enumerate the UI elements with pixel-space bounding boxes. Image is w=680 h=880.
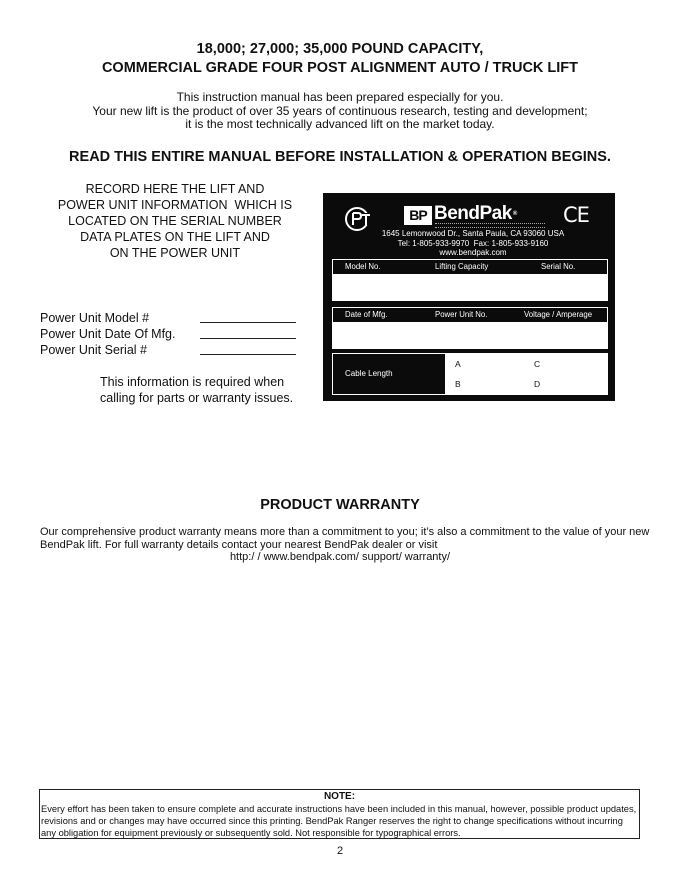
record-line-1: RECORD HERE THE LIFT AND [85, 182, 265, 196]
intro-line-2: Your new lift is the product of over 35 years of continuous research, testing and development; [92, 103, 588, 118]
power-unit-model-row [40, 310, 310, 326]
power-unit-date-label: Power Unit Date Of Mfg. [40, 327, 176, 341]
power-unit-model-blank[interactable] [200, 322, 296, 323]
intro-line-1: This instruction manual has been prepared especially for you. [176, 90, 504, 104]
plate-address [363, 229, 583, 258]
registered-mark-icon: ® [512, 211, 517, 217]
address-line-1: 1645 Lemonwood Dr., Santa Paula, CA 93060 USA [381, 229, 565, 238]
power-unit-serial-label: Power Unit Serial # [40, 343, 147, 357]
cable-a-label: A [455, 359, 461, 369]
cable-d-label: D [534, 379, 541, 389]
power-unit-date-blank[interactable] [200, 338, 296, 339]
warranty-heading: PRODUCT WARRANTY [260, 497, 420, 513]
plate-field-row-1-header [333, 260, 607, 274]
record-line-2: POWER UNIT INFORMATION WHICH IS [57, 198, 293, 212]
note-box [39, 789, 640, 839]
title-line-2: COMMERCIAL GRADE FOUR POST ALIGNMENT AUTO / TRUCK LIFT [101, 60, 579, 76]
required-line-1: This information is required when [100, 375, 285, 389]
plate-field-row-2-header [333, 308, 607, 322]
note-text: Every effort has been taken to ensure complete and accurate instructions have been included in this manual, however, possible product updates, revisions and or changes may have occurred since this printing. BendPak Ranger reserves the right to change specifications without incurring any obligation for equipment previously or subsequently sold. Not responsible for typographical errors. [41, 804, 637, 838]
plate-field-row-2 [332, 307, 608, 349]
record-line-3: LOCATED ON THE SERIAL NUMBER [68, 214, 282, 228]
brand-tagline-decoration [435, 223, 545, 228]
cable-length-field [332, 353, 608, 395]
record-line-5: ON THE POWER UNIT [109, 246, 241, 260]
serial-no-label: Serial No. [541, 262, 576, 271]
cable-b-label: B [455, 379, 461, 389]
record-instructions [40, 181, 310, 261]
cable-c-label: C [534, 359, 541, 369]
date-of-mfg-label: Date of Mfg. [345, 310, 388, 319]
note-title: NOTE: [323, 791, 356, 802]
plate-field-row-1-blank [333, 274, 607, 300]
cable-length-label: Cable Length [333, 354, 445, 394]
address-line-3: www.bendpak.com [439, 248, 507, 257]
power-unit-serial-row [40, 342, 310, 358]
record-line-4: DATA PLATES ON THE LIFT AND [80, 230, 270, 244]
power-unit-no-label: Power Unit No. [435, 310, 488, 319]
read-manual-warning: READ THIS ENTIRE MANUAL BEFORE INSTALLATION & OPERATION BEGINS. [69, 149, 611, 165]
lifting-capacity-label: Lifting Capacity [435, 262, 489, 271]
intro-line-3: it is the most technically advanced lift on the market today. [185, 117, 495, 131]
manual-title [0, 40, 680, 78]
model-no-label: Model No. [345, 262, 381, 271]
bendpak-bp-logo: BP [404, 206, 432, 225]
address-line-2: Tel: 1-805-933-9970 Fax: 1-805-933-9160 [397, 238, 549, 248]
power-unit-date-row [40, 326, 310, 342]
warranty-link[interactable]: http:/ / www.bendpak.com/ support/ warranty/ [229, 551, 451, 563]
plate-field-row-1 [332, 259, 608, 301]
required-info-note [100, 374, 320, 406]
voltage-amperage-label: Voltage / Amperage [524, 310, 593, 319]
power-unit-serial-blank[interactable] [200, 354, 296, 355]
serial-data-plate [323, 193, 615, 401]
ce-mark-icon: CE [563, 203, 589, 227]
intro-paragraph [0, 91, 680, 132]
title-line-1: 18,000; 27,000; 35,000 POUND CAPACITY, [196, 41, 484, 57]
power-unit-model-label: Power Unit Model # [40, 311, 150, 325]
required-line-2: calling for parts or warranty issues. [100, 391, 294, 405]
warranty-paragraph: Our comprehensive product warranty means more than a commitment to you; it’s also a commitment to the value of your new BendPak lift. For full warranty details contact your nearest BendPak dealer or visit [40, 526, 650, 551]
brand-name: BendPak [434, 203, 512, 224]
page-number: 2 [336, 845, 344, 857]
plate-field-row-2-blank [333, 322, 607, 348]
